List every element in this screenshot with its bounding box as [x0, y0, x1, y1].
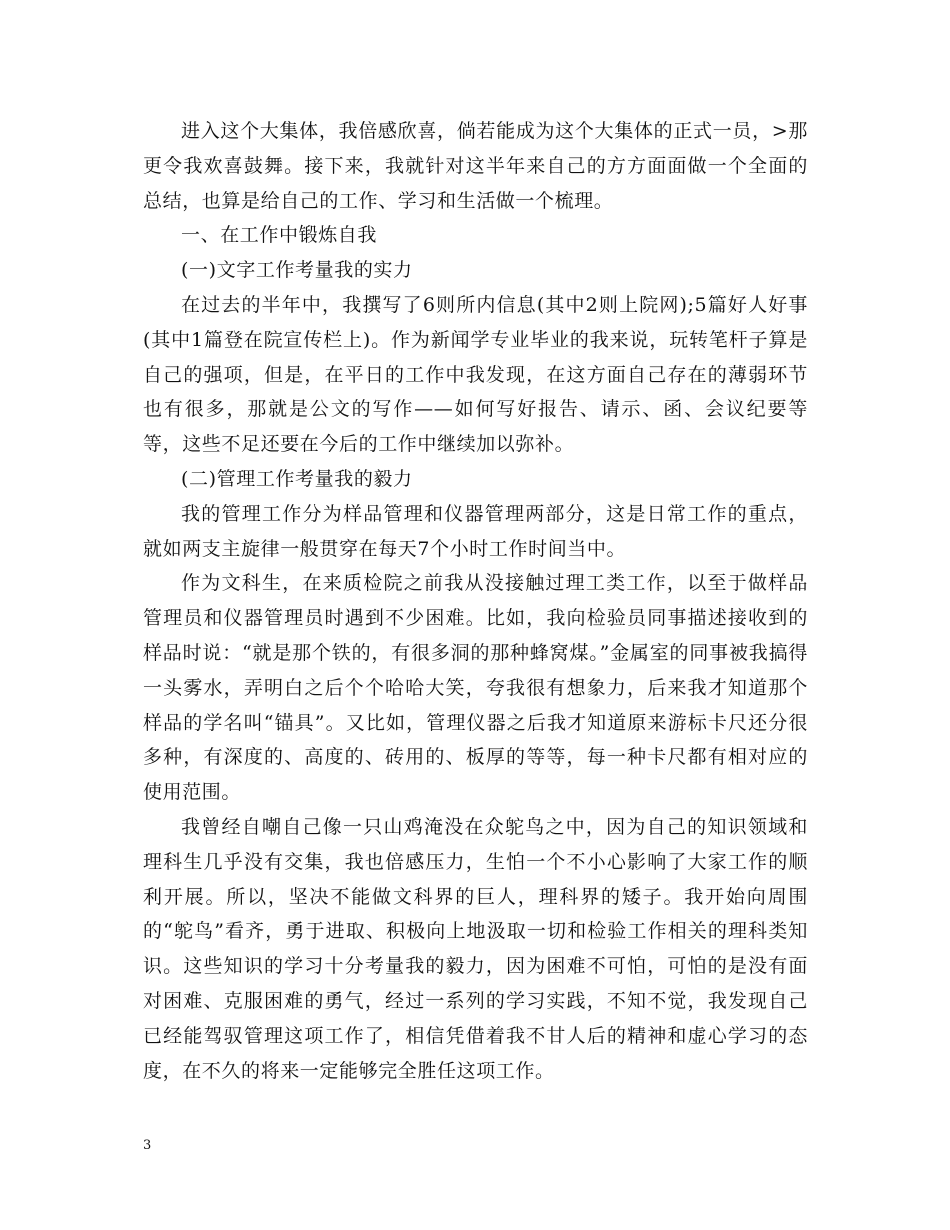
paragraph-learning-effort: 我曾经自嘲自己像一只山鸡淹没在众鸵鸟之中，因为自己的知识领域和理科生几乎没有交集，我也倍感压力，生怕一个不小心影响了大家工作的顺利开展。所以，坚决不能做文科界的巨人，理科界的矮子。我开始向周围的“鸵鸟”看齐，勇于进取、积极向上地汲取一切和检验工作相关的理科类知识。这些知识的学习十分考量我的毅力，因为困难不可怕，可怕的是没有面对困难、克服困难的勇气，经过一系列的学习实践，不知不觉，我发现自己已经能驾驭管理这项工作了，相信凭借着我不甘人后的精神和虚心学习的态度，在不久的将来一定能够完全胜任这项工作。	[143, 815, 808, 1082]
paragraph-management-overview: 我的管理工作分为样品管理和仪器管理两部分，这是日常工作的重点，就如两支主旋律一般贯穿在每天7个小时工作时间当中。	[143, 502, 808, 560]
paragraph-intro: 进入这个大集体，我倍感欣喜，倘若能成为这个大集体的正式一员，>那更令我欢喜鼓舞。接下来，我就针对这半年来自己的方方面面做一个全面的总结，也算是给自己的工作、学习和生活做一个梳理。	[143, 120, 808, 212]
page-number: 3	[143, 1138, 152, 1153]
subheading-writing-work: (一)文字工作考量我的实力	[181, 259, 413, 282]
section-heading-work: 一、在工作中锻炼自我	[181, 224, 378, 247]
paragraph-management-difficulties: 作为文科生，在来质检院之前我从没接触过理工类工作，以至于做样品管理员和仪器管理员时遇到不少困难。比如，我向检验员同事描述接收到的样品时说：“就是那个铁的，有很多洞的那种蜂窝煤。”金属室的同事被我搞得一头雾水，弄明白之后个个哈哈大笑，夸我很有想象力，后来我才知道那个样品的学名叫“锚具”。又比如，管理仪器之后我才知道原来游标卡尺还分很多种，有深度的、高度的、砖用的、板厚的等等，每一种卡尺都有相对应的使用范围。	[143, 572, 808, 804]
paragraph-writing-work: 在过去的半年中，我撰写了6则所内信息(其中2则上院网);5篇好人好事(其中1篇登在院宣传栏上)。作为新闻学专业毕业的我来说，玩转笔杆子算是自己的强项，但是，在平日的工作中我发现，在这方面自己存在的薄弱环节也有很多，那就是公文的写作——如何写好报告、请示、函、会议纪要等等，这些不足还要在今后的工作中继续加以弥补。	[143, 293, 808, 456]
document-body	[143, 114, 808, 1088]
subheading-management-work: (二)管理工作考量我的毅力	[181, 467, 413, 490]
